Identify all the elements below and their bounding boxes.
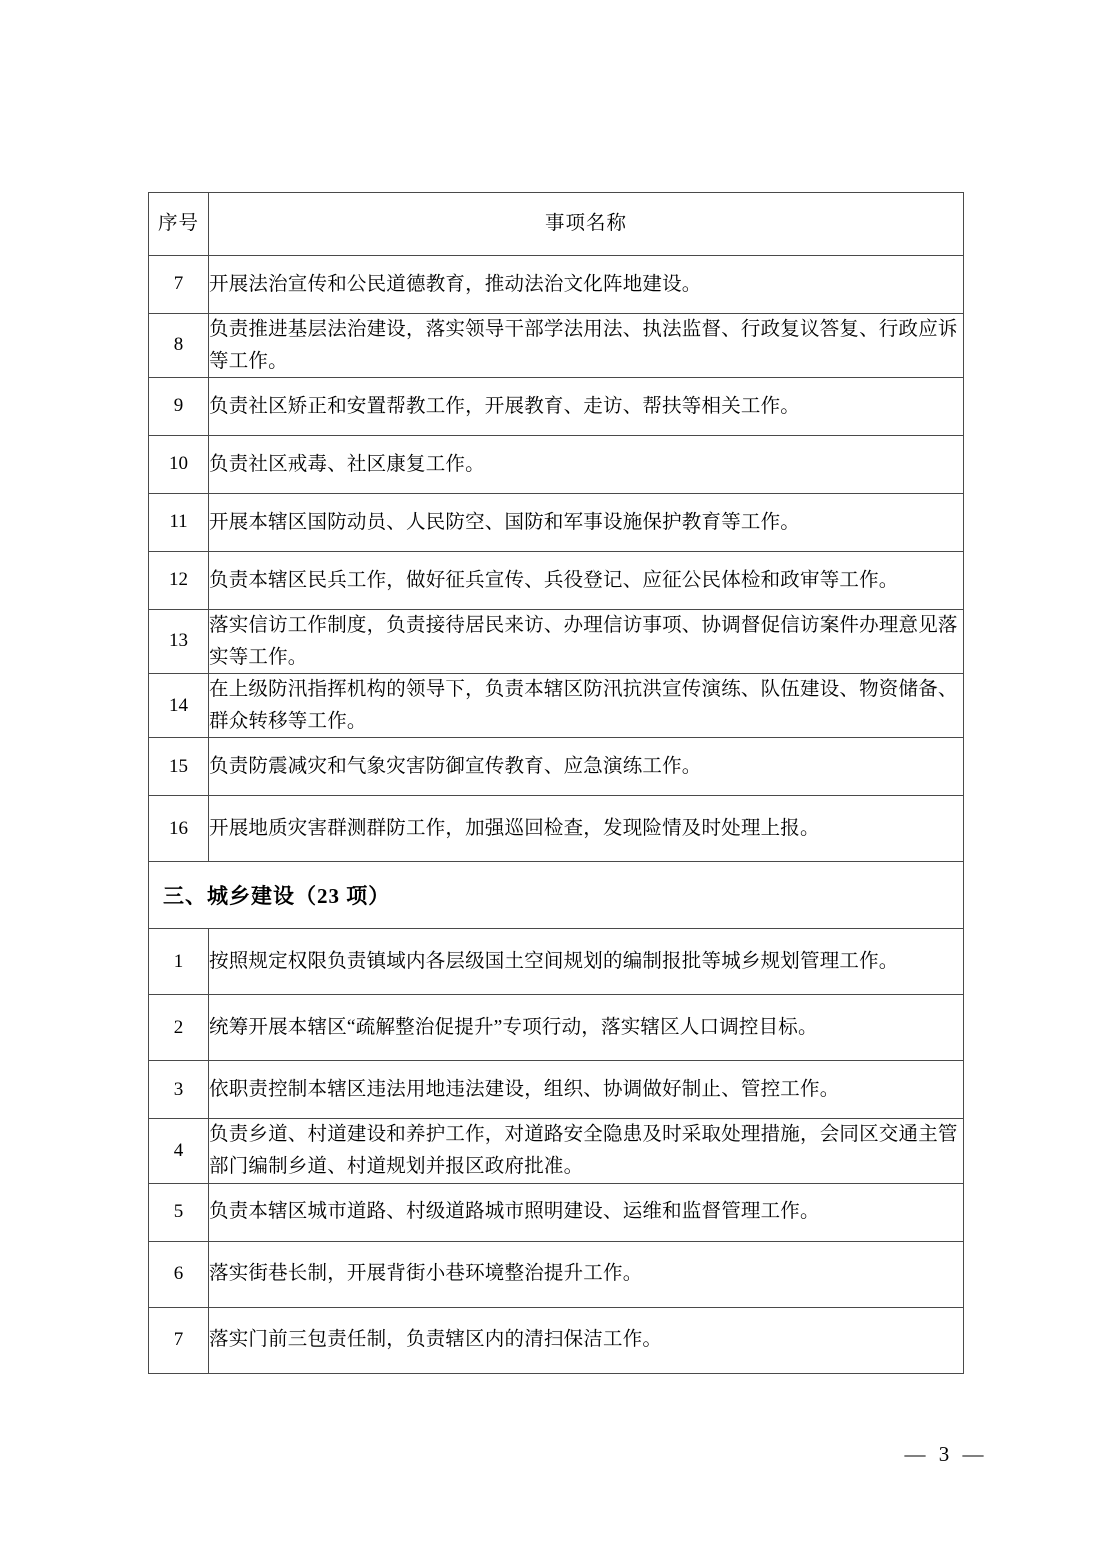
section-header-title: 三、城乡建设（23 项） (149, 862, 964, 929)
row-item-text: 负责本辖区民兵工作，做好征兵宣传、兵役登记、应征公民体检和政审等工作。 (209, 552, 964, 610)
table-row (149, 796, 964, 862)
row-item-text: 依职责控制本辖区违法用地违法建设，组织、协调做好制止、管控工作。 (209, 1061, 964, 1119)
row-number: 16 (149, 796, 209, 862)
table-body (149, 193, 964, 1374)
row-item-text: 统筹开展本辖区“疏解整治促提升”专项行动，落实辖区人口调控目标。 (209, 995, 964, 1061)
header-cell-number: 序号 (149, 193, 209, 256)
table-row (149, 1061, 964, 1119)
row-number: 7 (149, 256, 209, 314)
row-number: 7 (149, 1307, 209, 1373)
row-number: 15 (149, 738, 209, 796)
table-row (149, 738, 964, 796)
row-number: 11 (149, 494, 209, 552)
row-item-text: 负责防震减灾和气象灾害防御宣传教育、应急演练工作。 (209, 738, 964, 796)
table-row (149, 494, 964, 552)
row-number: 2 (149, 995, 209, 1061)
table-row (149, 929, 964, 995)
table-row (149, 552, 964, 610)
table-row (149, 436, 964, 494)
row-number: 6 (149, 1241, 209, 1307)
table-row (149, 256, 964, 314)
table-row (149, 314, 964, 378)
table-row (149, 610, 964, 674)
row-item-text: 负责推进基层法治建设，落实领导干部学法用法、执法监督、行政复议答复、行政应诉等工作。 (209, 314, 964, 378)
section-header-row (149, 862, 964, 929)
row-item-text: 负责社区矫正和安置帮教工作，开展教育、走访、帮扶等相关工作。 (209, 378, 964, 436)
row-item-text: 开展法治宣传和公民道德教育，推动法治文化阵地建设。 (209, 256, 964, 314)
row-number: 10 (149, 436, 209, 494)
row-item-text: 落实街巷长制，开展背街小巷环境整治提升工作。 (209, 1241, 964, 1307)
row-number: 8 (149, 314, 209, 378)
row-item-text: 负责本辖区城市道路、村级道路城市照明建设、运维和监督管理工作。 (209, 1183, 964, 1241)
table-header-row (149, 193, 964, 256)
row-item-text: 在上级防汛指挥机构的领导下，负责本辖区防汛抗洪宣传演练、队伍建设、物资储备、群众转移等工作。 (209, 674, 964, 738)
table-row (149, 1307, 964, 1373)
row-number: 1 (149, 929, 209, 995)
row-item-text: 开展本辖区国防动员、人民防空、国防和军事设施保护教育等工作。 (209, 494, 964, 552)
row-number: 5 (149, 1183, 209, 1241)
row-number: 13 (149, 610, 209, 674)
row-number: 4 (149, 1119, 209, 1183)
page-footer (0, 1442, 1102, 1467)
table-row (149, 1119, 964, 1183)
row-number: 9 (149, 378, 209, 436)
responsibility-list-table (148, 192, 964, 1374)
row-number: 14 (149, 674, 209, 738)
page-number: — 3 — (904, 1442, 988, 1466)
table-row (149, 674, 964, 738)
row-item-text: 开展地质灾害群测群防工作，加强巡回检查，发现险情及时处理上报。 (209, 796, 964, 862)
row-item-text: 负责乡道、村道建设和养护工作，对道路安全隐患及时采取处理措施，会同区交通主管部门编制乡道、村道规划并报区政府批准。 (209, 1119, 964, 1183)
header-cell-item-name: 事项名称 (209, 193, 964, 256)
row-item-text: 落实门前三包责任制，负责辖区内的清扫保洁工作。 (209, 1307, 964, 1373)
table-row (149, 995, 964, 1061)
row-number: 12 (149, 552, 209, 610)
row-item-text: 按照规定权限负责镇域内各层级国土空间规划的编制报批等城乡规划管理工作。 (209, 929, 964, 995)
row-item-text: 负责社区戒毒、社区康复工作。 (209, 436, 964, 494)
table-row (149, 378, 964, 436)
table-row (149, 1183, 964, 1241)
row-item-text: 落实信访工作制度，负责接待居民来访、办理信访事项、协调督促信访案件办理意见落实等工作。 (209, 610, 964, 674)
table-row (149, 1241, 964, 1307)
row-number: 3 (149, 1061, 209, 1119)
